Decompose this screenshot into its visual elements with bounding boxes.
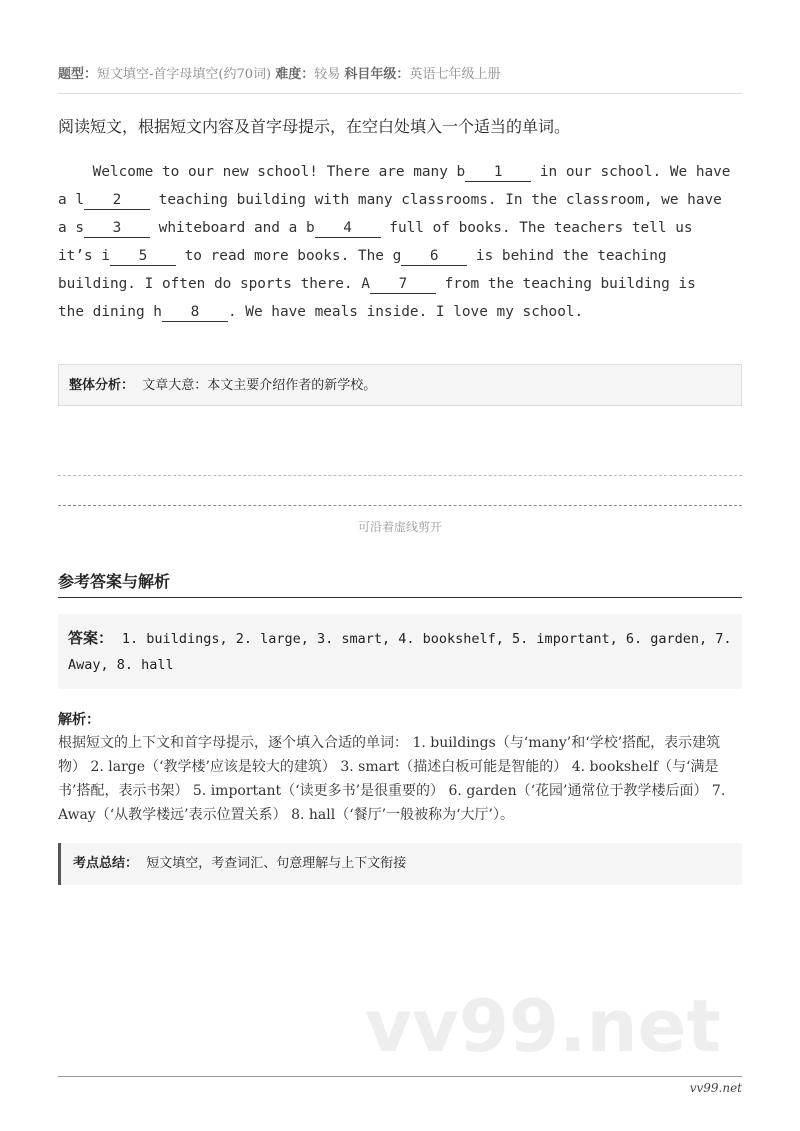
passage-line bbox=[58, 242, 748, 270]
text: a s bbox=[58, 220, 84, 236]
analysis-text: 根据短文的上下文和首字母提示，逐个填入合适的单词： 1. buildings（与‘many’和‘学校’搭配，表示建筑物） 2. large（‘教学楼’应该是较大的建筑） 3. smart（描述白板可能是智能的） 4. bookshelf（与‘满是书’搭配，表示书架） 5. important（‘读更多书’是很重要的） 6. garden（‘花园’通常位于教学楼后面） 7. Away（‘从教学楼远’表示位置关系） 8. hall（‘餐厅’一般被称为‘大厅’）。 bbox=[58, 735, 726, 823]
subject-value: 英语七年级上册 bbox=[409, 67, 501, 82]
blank-8: 8 bbox=[162, 303, 228, 322]
summary-text: 短文填空，考查词汇、句意理解与上下文衔接 bbox=[146, 856, 407, 871]
text: it’s i bbox=[58, 248, 110, 264]
blank-7: 7 bbox=[370, 275, 436, 294]
answer-section bbox=[58, 614, 742, 885]
cut-line bbox=[58, 505, 742, 506]
question-meta bbox=[58, 63, 500, 82]
text: in our school. We have bbox=[531, 164, 731, 180]
cut-hint: 可沿着虚线剪开 bbox=[357, 520, 442, 534]
text: is behind the teaching bbox=[467, 248, 667, 264]
answer-label: 答案： bbox=[68, 629, 114, 647]
footer-divider bbox=[58, 1076, 742, 1077]
text: . We have meals inside. I love my school. bbox=[227, 304, 584, 320]
passage-line bbox=[58, 270, 748, 298]
watermark: vv99.net bbox=[365, 984, 721, 1068]
analysis-label: 解析： bbox=[58, 712, 100, 728]
blank-4: 4 bbox=[315, 219, 381, 238]
text: the dining h bbox=[58, 304, 162, 320]
difficulty-value: 较易 bbox=[314, 67, 341, 82]
text: whiteboard and a b bbox=[150, 220, 315, 236]
difficulty-label: 难度： bbox=[275, 67, 315, 82]
overall-label: 整体分析： bbox=[69, 378, 135, 393]
passage-line bbox=[58, 186, 748, 214]
blank-3: 3 bbox=[84, 219, 150, 238]
section-divider bbox=[58, 597, 742, 598]
text: a l bbox=[58, 192, 84, 208]
answer-box bbox=[58, 614, 742, 689]
text: Welcome to our new school! There are many b bbox=[58, 164, 466, 180]
type-label: 题型： bbox=[58, 67, 98, 82]
blank-6: 6 bbox=[401, 247, 467, 266]
type-value: 短文填空-首字母填空(约70词) bbox=[97, 67, 272, 82]
answer-text: 1. buildings, 2. large, 3. smart, 4. bookshelf, 5. important, 6. garden, 7. Away, 8. hall bbox=[68, 631, 732, 673]
text: to read more books. The g bbox=[175, 248, 402, 264]
cut-line bbox=[58, 475, 742, 476]
subject-label: 科目年级： bbox=[344, 67, 410, 82]
instruction: 阅读短文，根据短文内容及首字母提示，在空白处填入一个适当的单词。 bbox=[58, 117, 571, 136]
overall-analysis-box bbox=[58, 364, 742, 406]
passage-line bbox=[58, 158, 748, 186]
passage-line bbox=[58, 214, 748, 242]
section-title: 参考答案与解析 bbox=[58, 572, 171, 591]
text: building. I often do sports there. A bbox=[58, 276, 370, 292]
overall-text: 文章大意：本文主要介绍作者的新学校。 bbox=[142, 378, 377, 393]
blank-5: 5 bbox=[110, 247, 176, 266]
blank-2: 2 bbox=[84, 191, 150, 210]
footer-site: vv99.net bbox=[689, 1081, 742, 1095]
text: teaching building with many classrooms. In the classroom, we have bbox=[150, 192, 722, 208]
summary-label: 考点总结： bbox=[73, 856, 139, 871]
text: full of books. The teachers tell us bbox=[380, 220, 693, 236]
passage bbox=[58, 158, 748, 326]
passage-line bbox=[58, 298, 748, 326]
header-divider bbox=[58, 93, 742, 94]
text: from the teaching building is bbox=[435, 276, 696, 292]
blank-1: 1 bbox=[465, 163, 531, 182]
summary-box bbox=[58, 843, 742, 885]
